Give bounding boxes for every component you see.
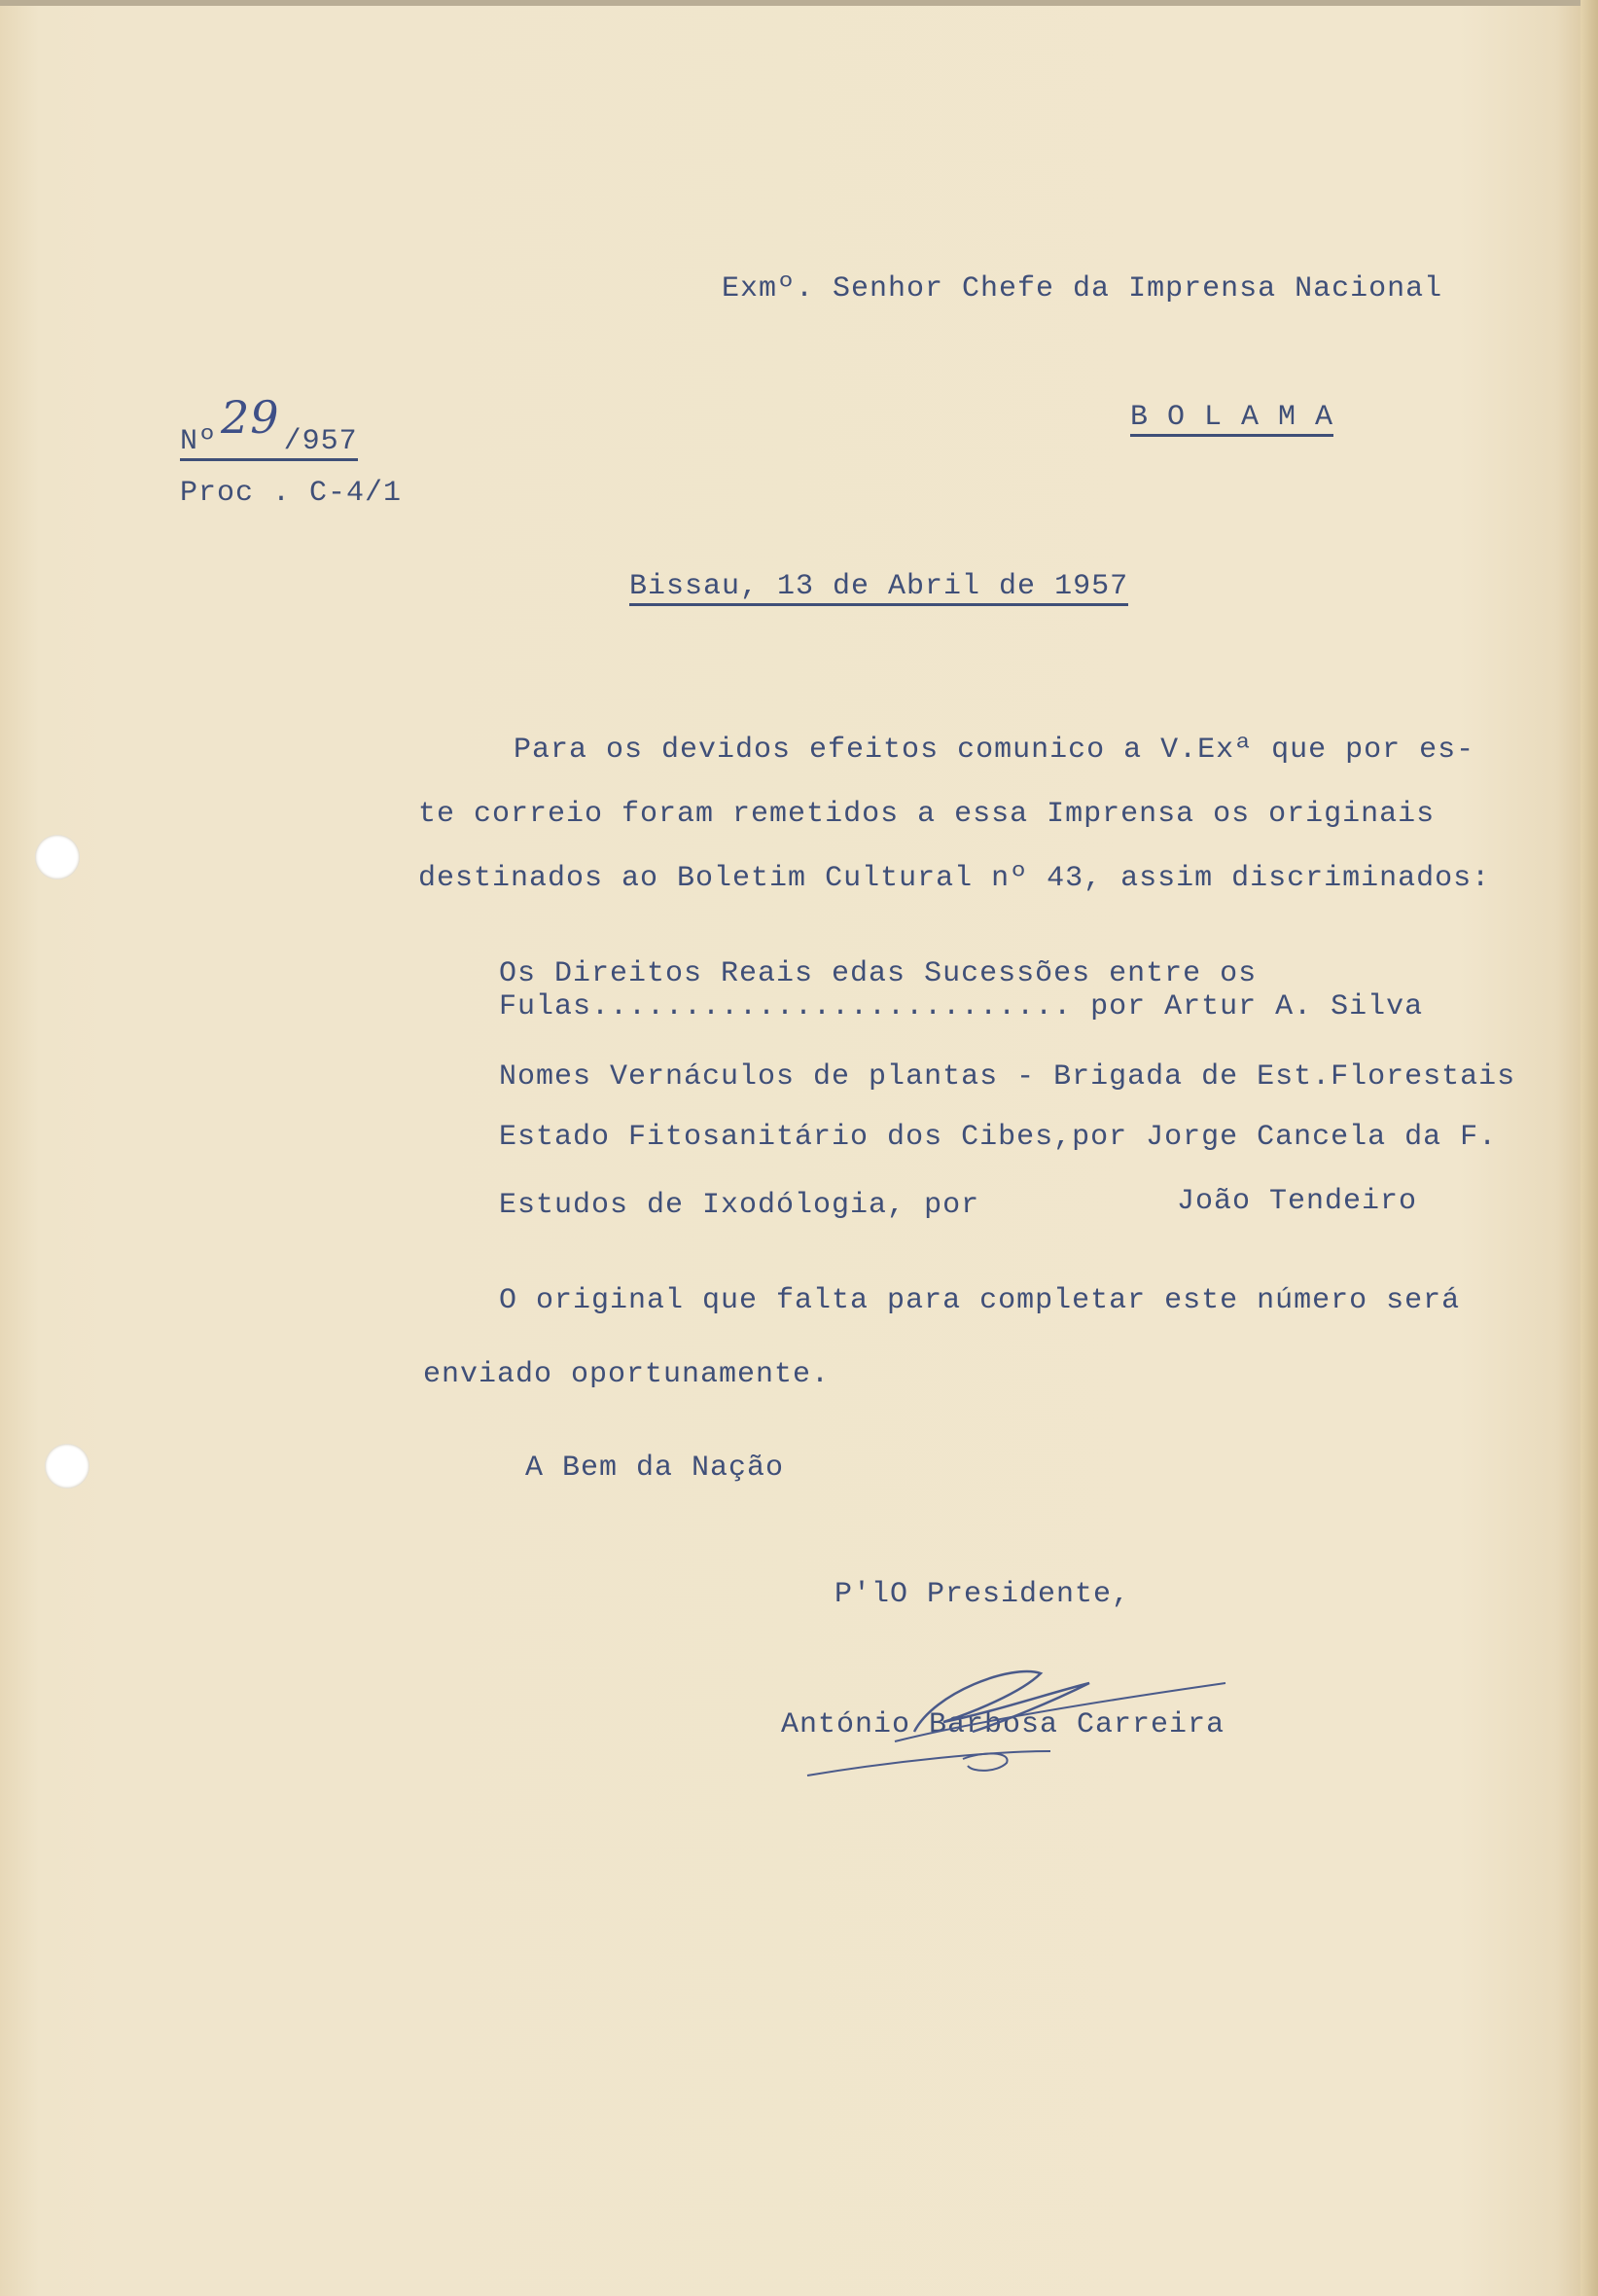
list-item-4-author: João Tendeiro: [1177, 1185, 1418, 1218]
process-reference: Proc . C-4/1: [180, 477, 403, 510]
list-item-1-line1: Os Direitos Reais edas Sucessões entre os: [499, 957, 1258, 990]
right-edge: [1580, 0, 1598, 2296]
paragraph1-line3: destinados ao Boletim Cultural nº 43, assim discriminados:: [418, 862, 1491, 895]
ref-handwritten-number: 29: [221, 391, 280, 444]
list-item-4: Estudos de Ixodólogia, por: [499, 1189, 980, 1222]
handwritten-signature: [798, 1654, 1245, 1790]
addressee: Exmº. Senhor Chefe da Imprensa Nacional: [722, 272, 1443, 305]
ref-prefix: Nº: [180, 425, 218, 458]
closing-salutation: A Bem da Nação: [525, 1452, 785, 1485]
punch-hole-bottom: [45, 1444, 89, 1489]
list-item-1-line2: Fulas.......................... por Artur A. Silva: [499, 990, 1424, 1023]
signatory-name: António Barbosa Carreira: [781, 1708, 1225, 1741]
list-item-2: Nomes Vernáculos de plantas - Brigada de Est.Florestais: [499, 1060, 1516, 1094]
list-item-3: Estado Fitosanitário dos Cibes,por Jorge Cancela da F.: [499, 1121, 1498, 1154]
paragraph1-line1: Para os devidos efeitos comunico a V.Exª que por es-: [514, 734, 1475, 767]
letter-date: Bissau, 13 de Abril de 1957: [629, 572, 1128, 606]
reference-number: [180, 391, 358, 461]
top-edge: [0, 0, 1598, 6]
destination: B O L A M A: [1130, 403, 1333, 437]
signature-title: P'lO Presidente,: [835, 1578, 1131, 1611]
paragraph2-line2: enviado oportunamente.: [423, 1358, 831, 1391]
paragraph2-line1: O original que falta para completar este número será: [499, 1284, 1461, 1317]
punch-hole-top: [35, 835, 80, 879]
paragraph1-line2: te correio foram remetidos a essa Imprensa os originais: [418, 798, 1436, 831]
ref-year: /957: [283, 425, 358, 458]
